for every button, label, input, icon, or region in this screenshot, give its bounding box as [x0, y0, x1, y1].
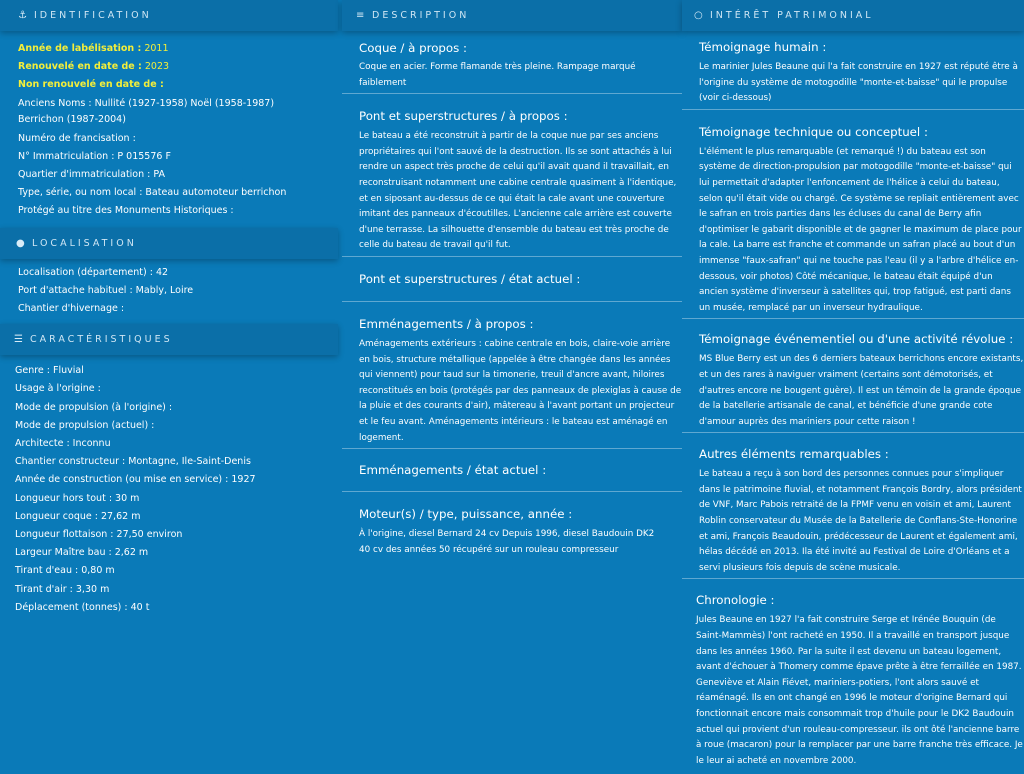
section-emmenagements-etat	[342, 449, 682, 492]
interet-title: INTÉRÊT PATRIMONIAL	[710, 10, 874, 21]
renouvele-label: Renouvelé en date de :	[18, 61, 142, 73]
section-temoignage-technique	[682, 110, 1024, 320]
annee-labelisation	[18, 40, 338, 58]
section-title: Autres éléments remarquables :	[699, 447, 889, 462]
section-title: Témoignage événementiel ou d'une activité révolue :	[699, 332, 1014, 347]
list-item: Genre : Fluvial	[15, 365, 84, 377]
section-temoignage-evenementiel	[682, 319, 1024, 433]
list-item: Quartier d'immatriculation : PA	[18, 169, 166, 181]
list-item: Année de construction (ou mise en service) : 1927	[15, 474, 256, 486]
section-chronologie	[682, 579, 1024, 769]
section-autres-elements	[682, 433, 1024, 579]
map-marker-icon: ●	[16, 237, 25, 249]
caracteristiques-title: CARACTÉRISTIQUES	[30, 334, 173, 346]
section-pont-etat	[342, 257, 682, 302]
list-item: Type, série, ou nom local : Bateau automoteur berrichon	[18, 187, 287, 199]
section-title: Pont et superstructures / à propos :	[359, 109, 568, 124]
identification-list	[0, 31, 338, 221]
renouvele	[18, 58, 338, 76]
caracteristiques-list	[0, 355, 338, 617]
list-item: Tirant d'eau : 0,80 m	[15, 565, 115, 577]
list-item: Longueur coque : 27,62 m	[15, 510, 141, 522]
localisation-list	[0, 259, 338, 319]
middle-column	[342, 0, 682, 562]
section-title: Coque / à propos :	[359, 41, 468, 55]
list-item: Architecte : Inconnu	[15, 438, 111, 450]
list-item: N° Immatriculation : P 015576 F	[18, 150, 171, 162]
annee-label: Année de labélisation :	[18, 43, 142, 54]
section-text: Aménagements extérieurs : cabine centrale en bois, claire-voie arrière en bois, structure métallique (appelée à être changée dans les années qui viennent) pour taud sur la timonerie, treuil d'ancre avant, hiloires reconstitués en bois (protégés par des panneaux de plexiglas à cause de la pluie et des courants d'air), mâtereau à l'avant portant un projecteur et le feu avant. Aménagements intérieurs : le bateau est aménagé en logement.	[359, 338, 682, 443]
list-item: Mode de propulsion (actuel) :	[15, 419, 155, 431]
list-item: Tirant d'air : 3,30 m	[15, 583, 110, 595]
anchor-icon: ⚓	[18, 10, 27, 21]
annee-value: 2011	[144, 43, 169, 54]
identification-title: IDENTIFICATION	[34, 10, 152, 21]
section-pont-apropos	[342, 94, 682, 257]
list-icon: ≡	[356, 10, 365, 21]
caracteristiques-header	[0, 324, 338, 355]
list-item: Port d'attache habituel : Mably, Loire	[18, 284, 194, 296]
section-coque	[342, 31, 682, 94]
list-item: Mode de propulsion (à l'origine) :	[15, 401, 173, 413]
list-item: Numéro de francisation :	[18, 132, 136, 144]
section-title: Chronologie :	[696, 593, 775, 608]
list-item: Usage à l'origine :	[15, 383, 101, 395]
list-item: Longueur flottaison : 27,50 environ	[15, 529, 183, 541]
section-text: Coque en acier. Forme flamande très pleine. Rampage marqué faiblement	[359, 62, 636, 88]
section-title: Pont et superstructures / état actuel :	[359, 271, 581, 286]
section-text: Le marinier Jules Beaune qui l'a fait construire en 1927 est réputé être à l'origine du système de motogodille "monte-et-baisse" qui le propulse (voir ci-dessous)	[699, 62, 1018, 104]
sliders-icon: ☰	[14, 334, 23, 346]
non-renouvele-label: Non renouvelé en date de :	[18, 79, 164, 91]
section-text: Le bateau a reçu à son bord des personnes connues pour s'impliquer dans le patrimoine fluvial, et notamment François Bordry, alors président de VNF, Marc Pabois retraité de la FPMF venu en voisin et ami, Laurent Roblin conservateur du Musée de la Batellerie de Conflans-Ste-Honorine et ami, François Beaudouin, prédécesseur de Laurent et également ami, hélas décédé en 2013. Ila été invité au Festival de Loire d'Orléans et a servi plusieurs fois depuis de scène musicale.	[699, 469, 1022, 573]
section-title: Emménagements / à propos :	[359, 316, 534, 331]
interet-header	[682, 0, 1024, 31]
left-column	[0, 0, 338, 617]
list-item: Longueur hors tout : 30 m	[15, 492, 140, 504]
section-title: Emménagements / état actuel :	[359, 463, 547, 478]
identification-header	[0, 0, 338, 31]
section-text: À l'origine, diesel Bernard 24 cv Depuis 1996, diesel Baudouin DK2 40 cv des années 50 récupéré sur un rouleau compresseur	[359, 529, 655, 555]
section-temoignage-humain	[682, 31, 1024, 110]
non-renouvele	[18, 76, 338, 94]
section-text: Le bateau a été reconstruit à partir de la coque nue par ses anciens propriétaires qui l'ont sauvé de la destruction. Ils se sont attachés à lui rendre un aspect très proche de celui qu'il avait quand il travaillait, en reconstruisant notamment une cabine centrale quasiment à l'identique, et en siposant au-dessus de ce qui était la cale avant une couverture imitant des panneaux d'écoutilles. L'ancienne cale arrière est couverte d'une terrasse. La silhouette d'ensemble du bateau est très proche de celle du bateau de travail qu'il fut.	[359, 131, 677, 251]
list-item: Protégé au titre des Monuments Historiques :	[18, 205, 234, 217]
right-column	[682, 0, 1024, 769]
section-title: Témoignage humain :	[699, 40, 827, 54]
list-item: Localisation (département) : 42	[18, 266, 169, 278]
localisation-title: LOCALISATION	[32, 237, 137, 249]
section-title: Témoignage technique ou conceptuel :	[699, 124, 928, 139]
localisation-header	[0, 228, 338, 259]
section-text: MS Blue Berry est un des 6 derniers bateaux berrichons encore existants, et un des rares à naviguer vraiment (certains sont démotorisés, et d'autres encore ne bougent guère). Il est un témoin de la grande époque de la batellerie artisanale de canal, et bénéficie d'une grande cote d'amour auprès des mariniers pour cette raison !	[699, 354, 1024, 427]
list-item: Déplacement (tonnes) : 40 t	[15, 601, 150, 613]
list-item: Chantier d'hivernage :	[18, 303, 125, 315]
section-moteur	[342, 492, 682, 562]
description-title: DESCRIPTION	[372, 10, 470, 21]
description-header	[342, 0, 682, 31]
section-emmenagements-apropos	[342, 302, 682, 449]
list-item: Anciens Noms : Nullité (1927-1958) Noël (1958-1987) Berrichon (1987-2004)	[18, 97, 275, 125]
list-item: Largeur Maître bau : 2,62 m	[15, 547, 149, 559]
section-text: Jules Beaune en 1927 l'a fait construire Serge et Irénée Bouquin (de Saint-Mammès) l'ont racheté en 1950. Il a travaillé en transport jusque dans les années 1960. Par la suite il est devenu un bateau logement, avant d'échouer à Thomery comme épave prête à être ferraillée en 1987. Geneviève et Alain Fiévet, mariniers-potiers, l'ont alors sauvé et réaménagé. Ils en ont changé en 1996 le moteur d'origine Bernard qui fonctionnait encore mais consommait trop d'huile pour le DK2 Baudouin actuel qui provient d'un rouleau-compresseur. ils ont ôté l'ancienne barre à roue (macaron) pour la remplacer par une barre franche très efficace. Je le leur ai acheté en novembre 2000.	[696, 615, 1023, 766]
section-title: Moteur(s) / type, puissance, année :	[359, 507, 573, 522]
comment-icon: ○	[694, 10, 703, 21]
list-item: Chantier constructeur : Montagne, Ile-Saint-Denis	[15, 456, 251, 468]
renouvele-value: 2023	[144, 61, 170, 73]
section-text: L'élément le plus remarquable (et remarqué !) du bateau est son système de direction-propulsion par motogodille "monte-et-baisse" qui lui permettait d'adapter l'enfoncement de l'hélice à celui du bateau, selon qu'il était vide ou chargé. Ce système se repliait entièrement avec le safran en trois parties dans les écluses du canal de Berry afin d'optimiser le gabarit disponible et de gagner le maximum de place pour la cale. La barre est franche et commande un safran placé au bout d'un immense "faux-safran" qui ne touche pas l'eau (il y a l'arbre d'hélice en-dessous, voir photos) Côté mécanique, le bateau était équipé d'un ancien système d'inverseur à satellites qui, trop fatigué, est parti dans un musée, remplacé par un inverseur hydraulique.	[699, 146, 1022, 313]
